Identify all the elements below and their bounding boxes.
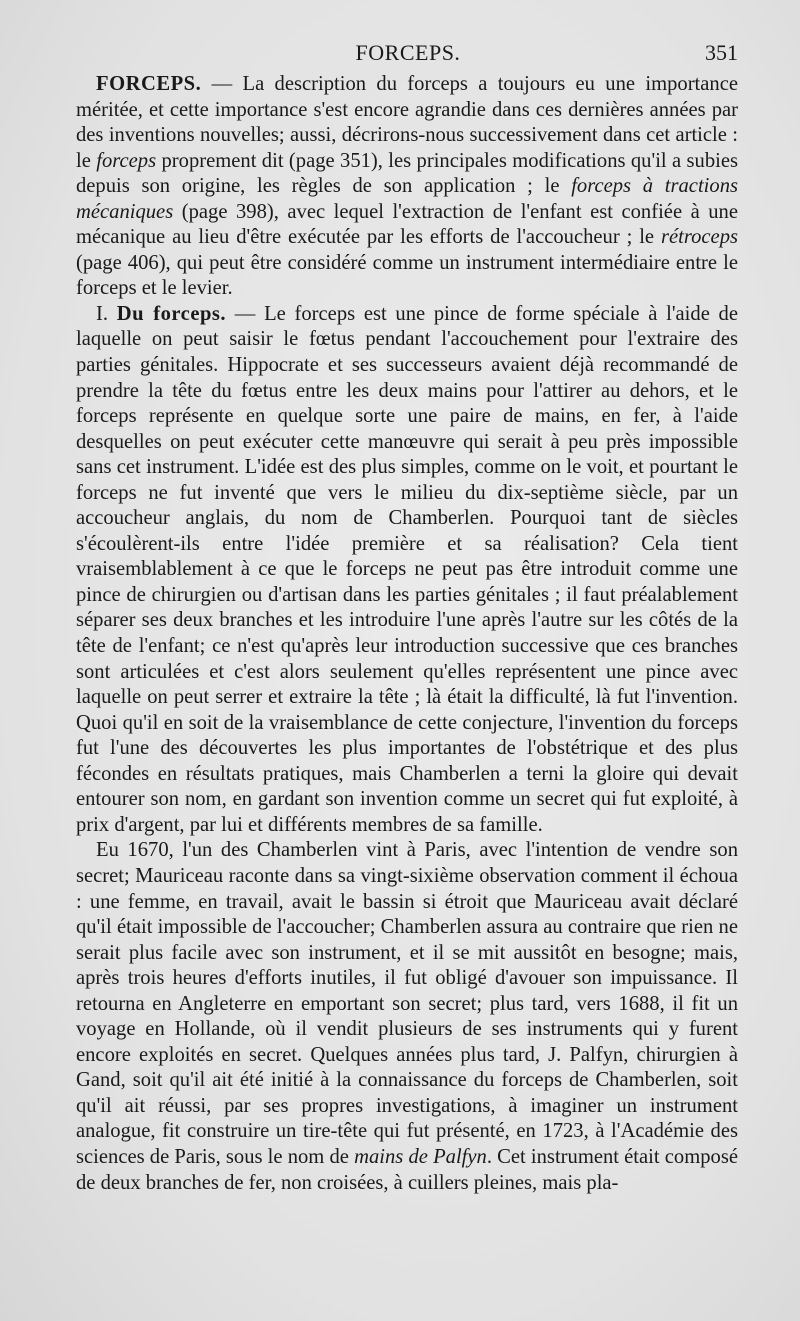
italic-term: mains de Palfyn bbox=[354, 1145, 487, 1168]
page-header bbox=[78, 40, 738, 68]
paragraph-chamberlen-history bbox=[76, 838, 738, 1196]
italic-term: forceps à tractions mécaniques bbox=[76, 175, 738, 223]
text-segment: — Le forceps est une pince de forme spéciale à l'aide de laquelle on peut saisir le fœtus pendant l'accouchement pour l'extraire des parties génitales. Hippocrate et ses successeurs avaient déjà recommandé de prendre la tête du fœtus entre les deux mains pour l'attirer au dehors, et le forceps représente en quelque sorte une paire de mains, en fer, à l'aide desquelles on peut exécuter cette manœuvre qui serait à peu près impossible sans cet instrument. L'idée est des plus simples, comme on le voit, et pourtant le forceps ne fut inventé que vers le milieu du dix-septième siècle, par un accoucheur anglais, du nom de Chamberlen. Pourquoi tant de siècles s'écoulèrent-ils entre l'idée première et sa réalisation? Cela tient vraisemblablement à ce que le forceps ne peut pas être introduit comme une pince de chirurgien ou d'artisan dans les parties génitales ; il faut préalablement séparer ses deux branches et les introduire l'une après l'autre sur les côtés de la tête de l'enfant; ce n'est qu'après leur introduction successive que ces branches sont articulées et c'est alors seulement qu'elles représentent une pince avec laquelle on peut serrer et extraire la tête ; là était la difficulté, là fut l'invention. Quoi qu'il en soit de la vraisemblance de cette conjecture, l'invention du forceps fut l'une des découvertes les plus importantes de l'obstétrique et des plus fécondes en résultats pratiques, mais Chamberlen a terni la gloire qui devait entourer son nom, en gardant son invention comme un secret qui fut exploité, à prix d'argent, par lui et différents membres de sa famille. bbox=[76, 302, 738, 836]
section-heading: Du forceps. bbox=[116, 302, 227, 325]
text-segment: . Cet instrument était composé de deux branches de fer, non croisées, à cuillers pleines, mais pla- bbox=[76, 1145, 738, 1194]
paragraph-forceps-intro bbox=[76, 72, 738, 302]
text-segment: proprement dit (page 351), les principales modifications qu'il a subies depuis son origine, les règles de son application ; le bbox=[76, 149, 739, 198]
entry-heading: FORCEPS. bbox=[96, 73, 202, 95]
text-segment: Eu 1670, l'un des Chamberlen vint à Paris, avec l'intention de vendre son secret; Mauriceau raconte dans sa vingt-sixième observation comment il échoua : une femme, en travail, avait le bassin si étroit que Mauriceau avait déclaré qu'il était impossible de l'accoucher; Chamberlen assura au contraire que rien ne serait plus facile avec son instrument, et il se mit aussitôt en besogne; mais, après trois heures d'efforts inutiles, il fut obligé d'avouer son impuissance. Il retourna en Angleterre en emportant son secret; plus tard, vers 1688, il fit un voyage en Hollande, où il vendit plusieurs de ses instruments qui y furent encore exploités en secret. Quelques années plus tard, J. Palfyn, chirurgien à Gand, soit qu'il ait été initié à la connaissance du forceps de Chamberlen, soit qu'il ait réussi, par ses propres investigations, à imaginer un instrument analogue, fit construire un tire-tête qui fut présenté, en 1723, à l'Académie des sciences de Paris, sous le nom de bbox=[76, 839, 738, 1168]
text-segment: — La description du forceps a toujours eu une importance méritée, et cette importance s'est encore agrandie dans ces dernières années par des inventions nouvelles; aussi, décrirons-nous successivement dans cet article : le bbox=[76, 73, 738, 172]
italic-term: rétroceps bbox=[660, 226, 738, 249]
body-text bbox=[76, 72, 738, 1196]
running-title: FORCEPS. bbox=[355, 40, 461, 65]
paragraph-du-forceps bbox=[76, 302, 738, 838]
text-segment: (page 398), avec lequel l'extraction de l'enfant est confiée à une mécanique au lieu d'être exécutée par les efforts de l'accoucheur ; le bbox=[76, 200, 738, 249]
section-number: I. bbox=[96, 302, 117, 325]
page-number: 351 bbox=[705, 40, 738, 65]
italic-term: forceps bbox=[96, 149, 157, 172]
text-segment: (page 406), qui peut être considéré comme un instrument intermédiaire entre le forceps et le levier. bbox=[76, 251, 738, 300]
